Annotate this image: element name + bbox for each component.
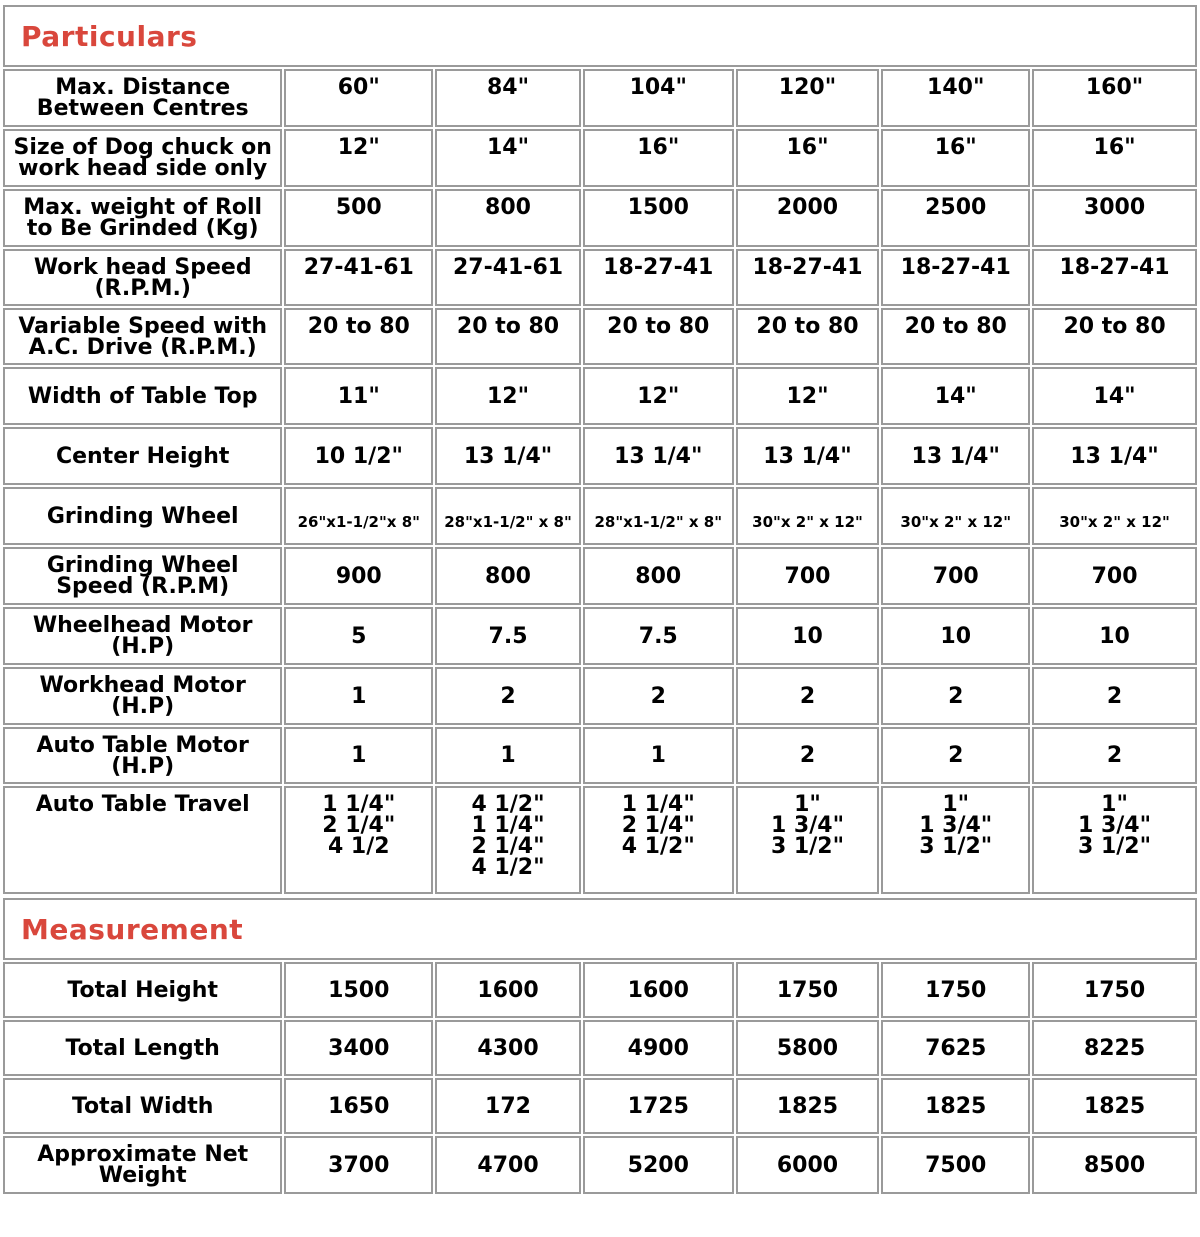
value-cell: 2 <box>736 667 880 725</box>
value-cell: 500 <box>284 189 433 247</box>
value-cell: 16" <box>583 129 734 187</box>
value-cell: 1825 <box>736 1078 880 1134</box>
value-cell: 8225 <box>1032 1020 1197 1076</box>
value-cell: 160" <box>1032 69 1197 127</box>
value-cell: 20 to 80 <box>736 308 880 365</box>
spec-sheet <box>3 5 1197 1196</box>
value-cell: 27-41-61 <box>284 249 433 306</box>
value-cell: 28"x1-1/2" x 8" <box>435 487 581 545</box>
particulars-row <box>3 249 1197 306</box>
value-cell: 10 <box>1032 607 1197 665</box>
value-cell: 14" <box>1032 367 1197 425</box>
value-cell: 2 <box>736 727 880 784</box>
particulars-body <box>3 69 1197 894</box>
value-cell: 2 <box>435 667 581 725</box>
measurement-table <box>1 960 1199 1196</box>
value-cell: 800 <box>583 547 734 605</box>
measurement-body <box>3 962 1197 1194</box>
travel-line: 3 1/2" <box>919 834 993 859</box>
value-cell <box>435 786 581 894</box>
travel-line: 1" <box>942 792 970 817</box>
value-cell: 28"x1-1/2" x 8" <box>583 487 734 545</box>
row-label: Approximate Net Weight <box>3 1136 282 1194</box>
value-cell: 5 <box>284 607 433 665</box>
particulars-row <box>3 427 1197 485</box>
value-cell: 16" <box>1032 129 1197 187</box>
particulars-row <box>3 786 1197 894</box>
value-cell: 1500 <box>284 962 433 1018</box>
value-cell: 800 <box>435 189 581 247</box>
row-label: Total Width <box>3 1078 282 1134</box>
value-cell: 3000 <box>1032 189 1197 247</box>
row-label: Center Height <box>3 427 282 485</box>
value-cell <box>284 786 433 894</box>
row-label: Auto Table Travel <box>3 786 282 894</box>
travel-line: 4 1/2" <box>471 855 545 880</box>
row-label: Size of Dog chuck on work head side only <box>3 129 282 187</box>
value-cell: 1825 <box>881 1078 1030 1134</box>
value-cell: 26"x1-1/2"x 8" <box>284 487 433 545</box>
value-cell: 13 1/4" <box>583 427 734 485</box>
value-cell: 7625 <box>881 1020 1030 1076</box>
value-cell: 2 <box>881 727 1030 784</box>
travel-line: 1 3/4" <box>770 813 845 838</box>
value-cell: 30"x 2" x 12" <box>881 487 1030 545</box>
value-cell: 6000 <box>736 1136 880 1194</box>
travel-line: 1" <box>1101 792 1128 817</box>
value-cell: 16" <box>881 129 1030 187</box>
particulars-row <box>3 667 1197 725</box>
particulars-header <box>3 5 1197 67</box>
value-cell: 4300 <box>435 1020 581 1076</box>
value-cell: 16" <box>736 129 880 187</box>
travel-line: 1 3/4" <box>1078 813 1152 838</box>
particulars-table <box>1 67 1199 896</box>
travel-line: 3 1/2" <box>1078 834 1152 859</box>
value-cell: 1725 <box>583 1078 734 1134</box>
particulars-row <box>3 487 1197 545</box>
value-cell: 2 <box>1032 727 1197 784</box>
travel-line: 1" <box>794 792 821 817</box>
value-cell: 1825 <box>1032 1078 1197 1134</box>
value-cell: 1500 <box>583 189 734 247</box>
row-label: Work head Speed (R.P.M.) <box>3 249 282 306</box>
value-cell: 10 1/2" <box>284 427 433 485</box>
particulars-row <box>3 607 1197 665</box>
value-cell: 7500 <box>881 1136 1030 1194</box>
value-cell: 140" <box>881 69 1030 127</box>
value-cell: 1600 <box>435 962 581 1018</box>
travel-line: 3 1/2" <box>770 834 845 859</box>
travel-line: 1 1/4" <box>471 813 545 838</box>
value-cell: 4900 <box>583 1020 734 1076</box>
value-cell: 1 <box>435 727 581 784</box>
particulars-row <box>3 547 1197 605</box>
row-label: Grinding Wheel <box>3 487 282 545</box>
row-label: Total Height <box>3 962 282 1018</box>
value-cell: 5800 <box>736 1020 880 1076</box>
value-cell: 4700 <box>435 1136 581 1194</box>
value-cell: 800 <box>435 547 581 605</box>
travel-line: 1 1/4" <box>322 792 396 817</box>
value-cell: 12" <box>583 367 734 425</box>
value-cell <box>1032 786 1197 894</box>
value-cell: 12" <box>736 367 880 425</box>
measurement-title: Measurement <box>21 912 244 946</box>
value-cell: 900 <box>284 547 433 605</box>
value-cell: 13 1/4" <box>881 427 1030 485</box>
value-cell: 12" <box>435 367 581 425</box>
row-label: Wheelhead Motor (H.P) <box>3 607 282 665</box>
measurement-row <box>3 1136 1197 1194</box>
value-cell <box>583 786 734 894</box>
value-cell: 2 <box>583 667 734 725</box>
value-cell: 84" <box>435 69 581 127</box>
row-label: Total Length <box>3 1020 282 1076</box>
value-cell: 1750 <box>1032 962 1197 1018</box>
measurement-row <box>3 962 1197 1018</box>
particulars-title: Particulars <box>21 19 198 53</box>
value-cell: 2500 <box>881 189 1030 247</box>
value-cell: 60" <box>284 69 433 127</box>
particulars-row <box>3 129 1197 187</box>
value-cell: 3700 <box>284 1136 433 1194</box>
value-cell: 18-27-41 <box>736 249 880 306</box>
value-cell: 1 <box>284 667 433 725</box>
value-cell: 700 <box>881 547 1030 605</box>
measurement-row <box>3 1020 1197 1076</box>
value-cell: 3400 <box>284 1020 433 1076</box>
value-cell: 11" <box>284 367 433 425</box>
value-cell: 1600 <box>583 962 734 1018</box>
row-label: Grinding Wheel Speed (R.P.M) <box>3 547 282 605</box>
value-cell: 18-27-41 <box>1032 249 1197 306</box>
value-cell: 20 to 80 <box>881 308 1030 365</box>
particulars-row <box>3 727 1197 784</box>
value-cell: 104" <box>583 69 734 127</box>
value-cell: 2 <box>1032 667 1197 725</box>
value-cell: 20 to 80 <box>435 308 581 365</box>
particulars-row <box>3 189 1197 247</box>
value-cell: 1650 <box>284 1078 433 1134</box>
value-cell: 2 <box>881 667 1030 725</box>
value-cell: 7.5 <box>583 607 734 665</box>
row-label: Workhead Motor (H.P) <box>3 667 282 725</box>
value-cell: 700 <box>1032 547 1197 605</box>
value-cell: 27-41-61 <box>435 249 581 306</box>
value-cell: 1 <box>284 727 433 784</box>
row-label: Max. Distance Between Centres <box>3 69 282 127</box>
travel-line: 2 1/4" <box>322 813 396 838</box>
value-cell: 14" <box>435 129 581 187</box>
value-cell: 13 1/4" <box>1032 427 1197 485</box>
value-cell: 1750 <box>736 962 880 1018</box>
travel-line: 2 1/4" <box>471 834 545 859</box>
value-cell: 700 <box>736 547 880 605</box>
row-label: Variable Speed with A.C. Drive (R.P.M.) <box>3 308 282 365</box>
value-cell: 18-27-41 <box>881 249 1030 306</box>
value-cell: 30"x 2" x 12" <box>736 487 880 545</box>
value-cell: 172 <box>435 1078 581 1134</box>
particulars-row <box>3 308 1197 365</box>
row-label: Auto Table Motor (H.P) <box>3 727 282 784</box>
value-cell: 30"x 2" x 12" <box>1032 487 1197 545</box>
value-cell: 1750 <box>881 962 1030 1018</box>
value-cell <box>736 786 880 894</box>
measurement-row <box>3 1078 1197 1134</box>
particulars-row <box>3 69 1197 127</box>
measurement-header <box>3 898 1197 960</box>
travel-line: 4 1/2 <box>327 834 390 859</box>
value-cell: 8500 <box>1032 1136 1197 1194</box>
travel-line: 2 1/4" <box>621 813 695 838</box>
row-label: Width of Table Top <box>3 367 282 425</box>
travel-line: 4 1/2" <box>471 792 545 817</box>
value-cell: 7.5 <box>435 607 581 665</box>
particulars-row <box>3 367 1197 425</box>
value-cell: 12" <box>284 129 433 187</box>
value-cell: 20 to 80 <box>284 308 433 365</box>
value-cell: 20 to 80 <box>583 308 734 365</box>
travel-line: 4 1/2" <box>621 834 695 859</box>
value-cell: 20 to 80 <box>1032 308 1197 365</box>
value-cell: 13 1/4" <box>435 427 581 485</box>
value-cell: 10 <box>881 607 1030 665</box>
value-cell: 18-27-41 <box>583 249 734 306</box>
value-cell: 5200 <box>583 1136 734 1194</box>
value-cell: 13 1/4" <box>736 427 880 485</box>
row-label: Max. weight of Roll to Be Grinded (Kg) <box>3 189 282 247</box>
value-cell: 1 <box>583 727 734 784</box>
value-cell: 120" <box>736 69 880 127</box>
value-cell <box>881 786 1030 894</box>
value-cell: 14" <box>881 367 1030 425</box>
travel-line: 1 1/4" <box>621 792 695 817</box>
value-cell: 2000 <box>736 189 880 247</box>
travel-line: 1 3/4" <box>919 813 993 838</box>
value-cell: 10 <box>736 607 880 665</box>
